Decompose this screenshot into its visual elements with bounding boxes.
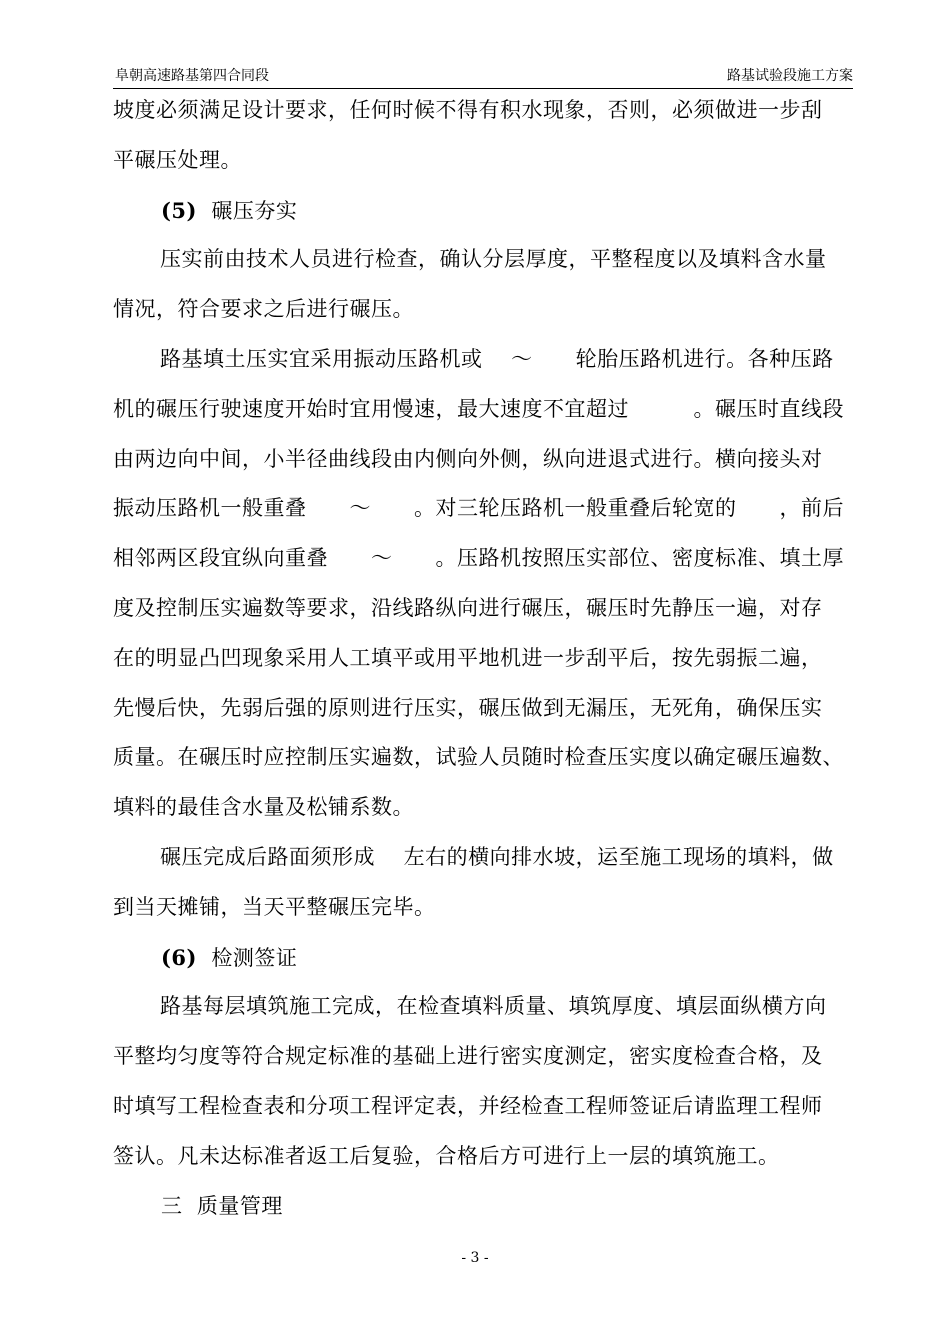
header-right: 路基试验段施工方案 xyxy=(727,68,853,84)
section-title: 检测签证 xyxy=(211,945,298,970)
paragraph-line: 路基每层填筑施工完成，在检查填料质量、填筑厚度、填层面纵横方向 xyxy=(160,994,827,1019)
section-number: (6) xyxy=(161,944,197,970)
paragraph-line: 到当天摊铺，当天平整碾压完毕。 xyxy=(113,894,436,919)
paragraph-line: 机的碾压行驶速度开始时宜用慢速，最大速度不宜超过 。碾压时直线段 xyxy=(113,396,844,421)
paragraph-line: 先慢后快，先弱后强的原则进行压实，碾压做到无漏压，无死角，确保压实 xyxy=(113,695,823,720)
page-number: - 3 - xyxy=(461,1250,489,1266)
paragraph-line: 振动压路机一般重叠 ～ 。对三轮压路机一般重叠后轮宽的 ，前后 xyxy=(113,496,844,521)
paragraph-line: 在的明显凸凹现象采用人工填平或用平地机进一步刮平后，按先弱振二遍， xyxy=(113,645,823,670)
chapter-number: 三 xyxy=(161,1193,183,1218)
header-left: 阜朝高速路基第四合同段 xyxy=(115,68,269,84)
chapter-heading xyxy=(113,1182,863,1232)
paragraph-line: 情况，符合要求之后进行碾压。 xyxy=(113,297,414,322)
section-title: 碾压夯实 xyxy=(211,198,298,223)
paragraph-line: 签认。凡未达标准者返工后复验，合格后方可进行上一层的填筑施工。 xyxy=(113,1143,780,1168)
paragraph-line: 压实前由技术人员进行检查，确认分层厚度，平整程度以及填料含水量 xyxy=(160,247,827,272)
paragraph-line: 碾压完成后路面须形成 左右的横向排水坡，运至施工现场的填料，做 xyxy=(160,844,834,869)
chapter-title: 质量管理 xyxy=(196,1193,283,1218)
section-heading xyxy=(113,186,863,236)
paragraph-line: 度及控制压实遍数等要求，沿线路纵向进行碾压，碾压时先静压一遍，对存 xyxy=(113,595,823,620)
document-body xyxy=(113,86,863,1231)
paragraph-line: 由两边向中间，小半径曲线段由内侧向外侧，纵向进退式进行。横向接头对 xyxy=(113,446,823,471)
paragraph-line: 质量。在碾压时应控制压实遍数，试验人员随时检查压实度以确定碾压遍数、 xyxy=(113,745,844,770)
paragraph-line: 时填写工程检查表和分项工程评定表，并经检查工程师签证后请监理工程师 xyxy=(113,1093,823,1118)
paragraph-line: 填料的最佳含水量及松铺系数。 xyxy=(113,795,414,820)
section-number: (5) xyxy=(161,197,197,223)
paragraph-line: 平碾压处理。 xyxy=(113,147,242,172)
paragraph-line: 相邻两区段宜纵向重叠 ～ 。压路机按照压实部位、密度标准、填土厚 xyxy=(113,546,844,571)
section-heading xyxy=(113,933,863,983)
paragraph-line: 平整均匀度等符合规定标准的基础上进行密实度测定，密实度检查合格，及 xyxy=(113,1044,823,1069)
paragraph-line: 坡度必须满足设计要求，任何时候不得有积水现象，否则，必须做进一步刮 xyxy=(113,98,823,122)
paragraph-line: 路基填土压实宜采用振动压路机或 ～ 轮胎压路机进行。各种压路 xyxy=(160,346,834,371)
